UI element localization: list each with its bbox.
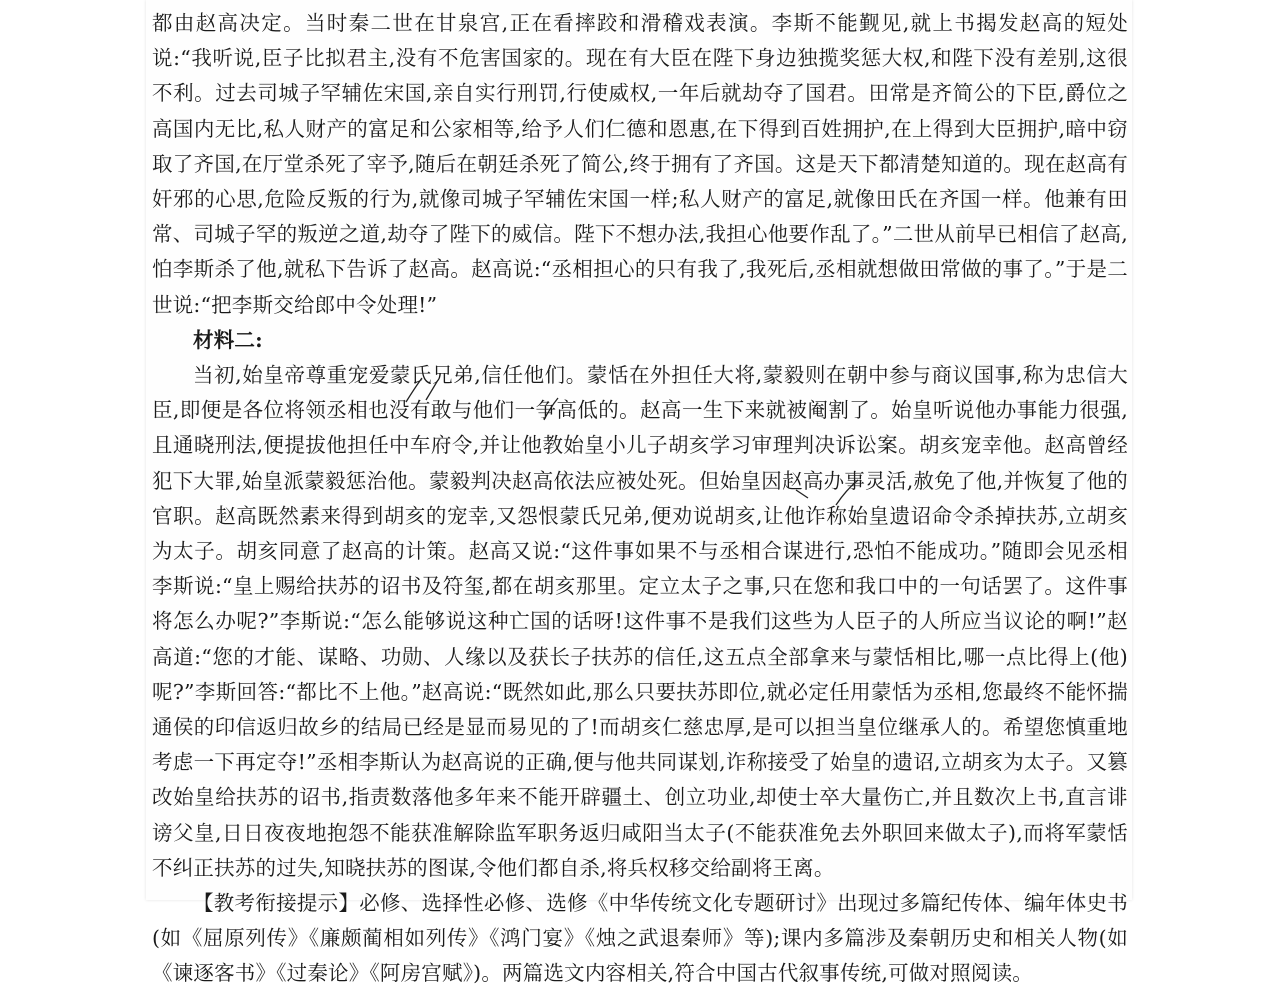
teaching-tip-paragraph — [152, 886, 1128, 992]
document-page — [146, 0, 1132, 986]
teaching-tip-label: 【教考衔接提示】 — [193, 891, 360, 916]
material-two-heading: 材料二: — [193, 327, 263, 352]
material-two-paragraph: 当初,始皇帝尊重宠爱蒙氏兄弟,信任他们。蒙恬在外担任大将,蒙毅则在朝中参与商议国事,称为忠信大臣,即便是各位将领丞相也没有敢与他们一争高低的。赵高一生下来就被阉割了。始皇听说他办事能力很强,且通晓刑法,便提拔他担任中车府令,并让他教始皇小儿子胡亥学习审理判决诉讼案。胡亥宠幸他。赵高曾经犯下大罪,始皇派蒙毅惩治他。蒙毅判决赵高依法应被处死。但始皇因赵高办事灵活,赦免了他,并恢复了他的官职。赵高既然素来得到胡亥的宠幸,又怨恨蒙氏兄弟,便劝说胡亥,让他诈称始皇遗诏命令杀掉扶苏,立胡亥为太子。胡亥同意了赵高的计策。赵高又说:“这件事如果不与丞相合谋进行,恐怕不能成功。”随即会见丞相李斯说:“皇上赐给扶苏的诏书及符玺,都在胡亥那里。定立太子之事,只在您和我口中的一句话罢了。这件事将怎么办呢?”李斯说:“怎么能够说这种亡国的话呀!这件事不是我们这些为人臣子的人所应当议论的啊!”赵高道:“您的才能、谋略、功勋、人缘以及获长子扶苏的信任,这五点全部拿来与蒙恬相比,哪一点比得上(他)呢?”李斯回答:“都比不上他。”赵高说:“既然如此,那么只要扶苏即位,就必定任用蒙恬为丞相,您最终不能怀揣通侯的印信返归故乡的结局已经是显而易见的了!而胡亥仁慈忠厚,是可以担当皇位继承人的。希望您慎重地考虑一下再定夺!”丞相李斯认为赵高说的正确,便与他共同谋划,诈称接受了始皇的遗诏,立胡亥为太子。又篡改始皇给扶苏的诏书,指责数落他多年来不能开辟疆土、创立功业,却使士卒大量伤亡,并且数次上书,直言诽谤父皇,日日夜夜地抱怨不能获准解除监军职务返归咸阳当太子(不能获准免去外职回来做太子),而将军蒙恬不纠正扶苏的过失,知晓扶苏的图谋,令他们都自杀,将兵权移交给副将王离。 — [152, 363, 1128, 880]
material-one-paragraph: 都由赵高决定。当时秦二世在甘泉宫,正在看摔跤和滑稽戏表演。李斯不能觐见,就上书揭发赵高的短处说:“我听说,臣子比拟君主,没有不危害国家的。现在有大臣在陛下身边独揽奖惩大权,和陛下没有差别,这很不利。过去司城子罕辅佐宋国,亲自实行刑罚,行使威权,一年后就劫夺了国君。田常是齐简公的下臣,爵位之高国内无比,私人财产的富足和公家相等,给予人们仁德和恩惠,在下得到百姓拥护,在上得到大臣拥护,暗中窃取了齐国,在厅堂杀死了宰予,随后在朝廷杀死了简公,终于拥有了齐国。这是天下都清楚知道的。现在赵高有奸邪的心思,危险反叛的行为,就像司城子罕辅佐宋国一样;私人财产的富足,就像田氏在齐国一样。他兼有田常、司城子罕的叛逆之道,劫夺了陛下的威信。陛下不想办法,我担心他要作乱了。”二世从前早已相信了赵高,怕李斯杀了他,就私下告诉了赵高。赵高说:“丞相担心的只有我了,我死后,丞相就想做田常做的事了。”于是二世说:“把李斯交给郎中令处理!” — [152, 11, 1128, 317]
document-body — [152, 6, 1128, 992]
teaching-tip-text: 必修、选择性必修、选修《中华传统文化专题研讨》出现过多篇纪传体、编年体史书(如《屈原列传》《廉颇蔺相如列传》《鸿门宴》《烛之武退秦师》等);课内多篇涉及秦朝历史和相关人物(如《谏逐客书》《过秦论》《阿房宫赋》)。两篇选文内容相关,符合中国古代叙事传统,可做对照阅读。 — [152, 891, 1128, 986]
